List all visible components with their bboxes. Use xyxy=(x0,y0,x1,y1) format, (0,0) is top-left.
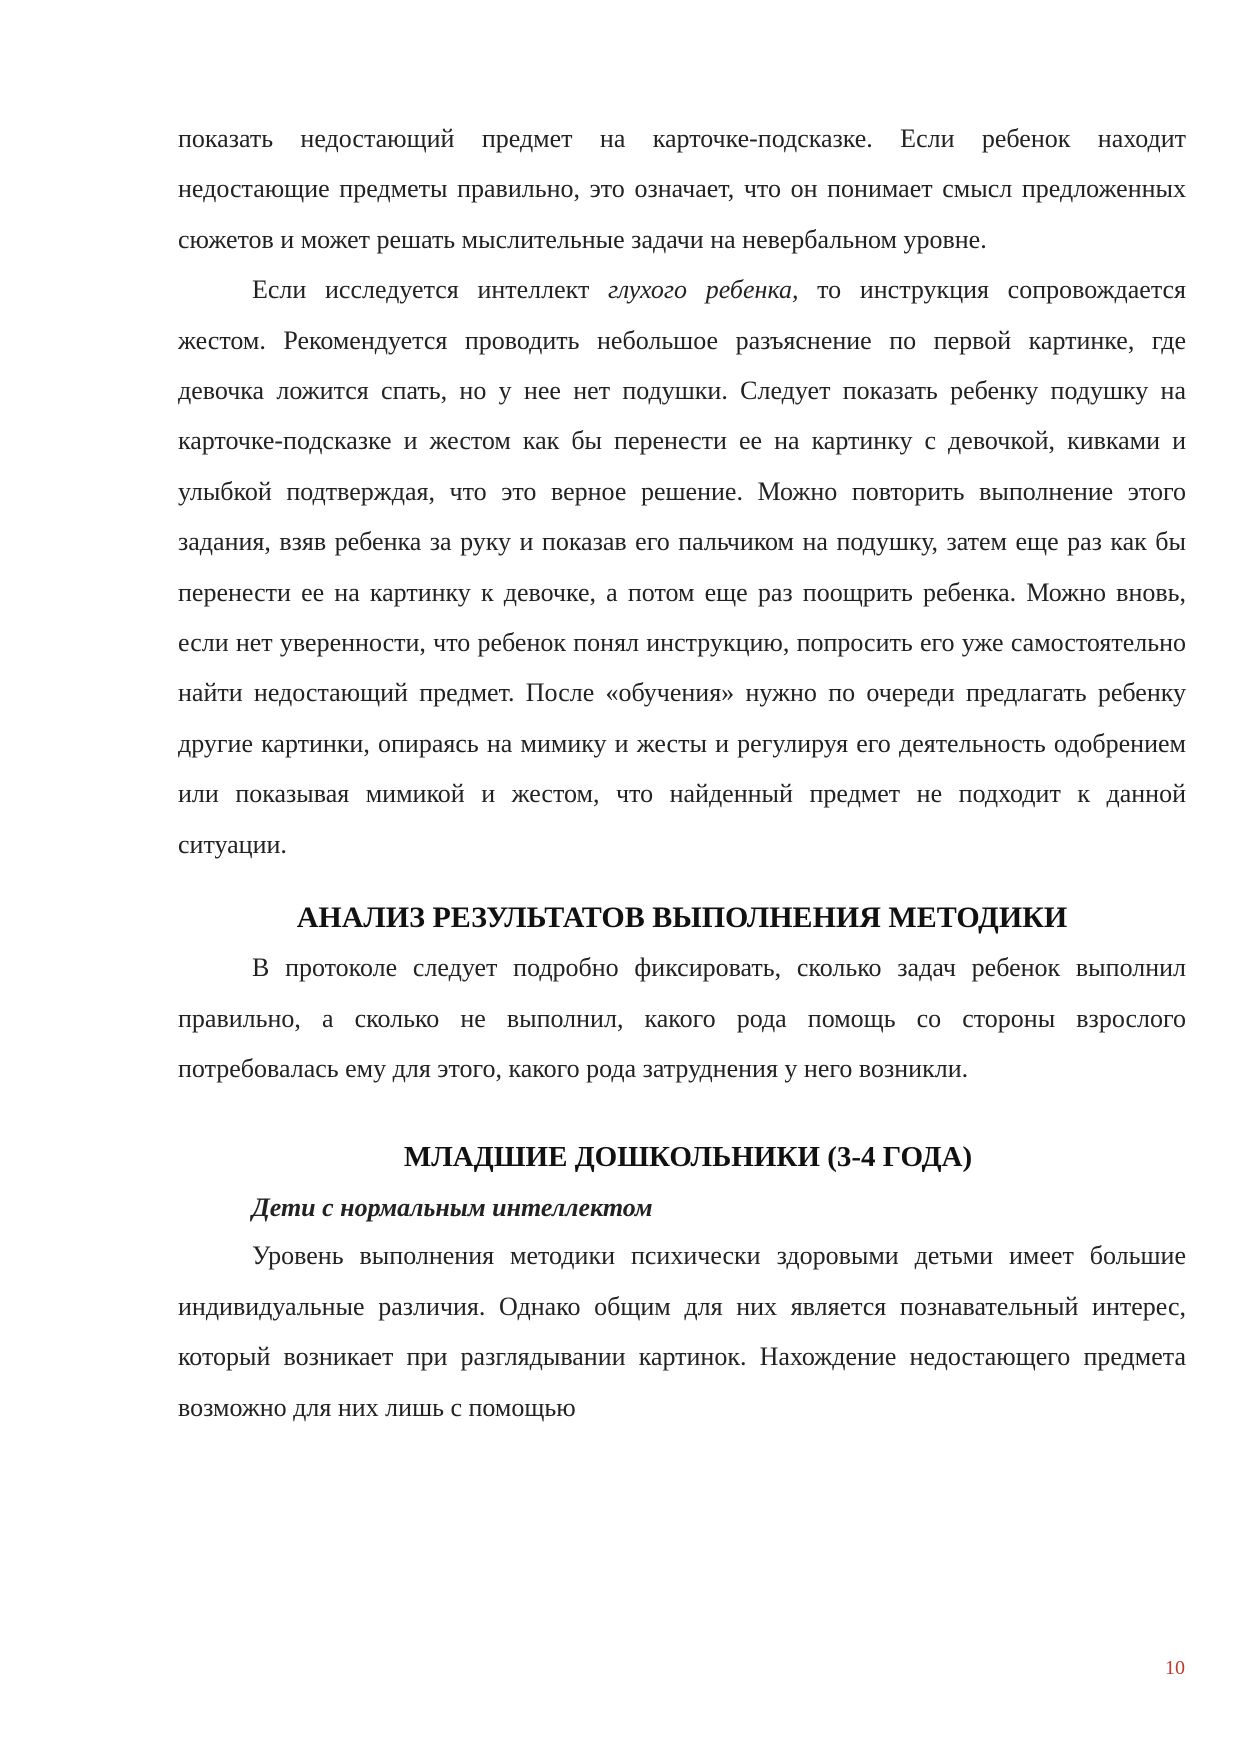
paragraph-text-rest: то инструкция сопровождается жестом. Рекомендуется проводить небольшое разъяснение по первой картинке, где девочка ложится спать, но у нее нет подушки. Следует показать ребенку подушку на карточке-подсказке и жестом как бы перенести ее на картинку с девочкой, кивками и улыбкой подтверждая, что это верное решение. Можно повторить выполнение этого задания, взяв ребенка за руку и показав его пальчиком на подушку, затем еще раз как бы перенести ее на картинку к девочке, а потом еще раз поощрить ребенка. Можно вновь, если нет уверенности, что ребенок понял инструкцию, попросить его уже самостоятельно найти недостающий предмет. После «обучения» нужно по очереди предлагать ребенку другие картинки, опираясь на мимику и жесты и регулируя его деятельность одобрением или показывая мимикой и жестом, что найденный предмет не подходит к данной ситуации. xyxy=(178,275,1187,859)
page-number: 10 xyxy=(1165,1657,1185,1679)
text-column xyxy=(178,114,1186,1433)
paragraph-protocol: В протоколе следует подробно фиксировать, сколько задач ребенок выполнил правильно, а сколько не выполнил, какого рода помощь со стороны взрослого потребовалась ему для этого, какого рода затруднения у него возникли. xyxy=(178,953,1186,1083)
paragraph-continuation: показать недостающий предмет на карточке-подсказке. Если ребенок находит недостающие предметы правильно, это означает, что он понимает смысл предложенных сюжетов и может решать мыслительные задачи на невербальном уровне. xyxy=(178,124,1186,254)
paragraph-deaf-child-instruction xyxy=(178,265,1186,870)
paragraph-performance-level: Уровень выполнения методики психически здоровыми детьми имеет большие индивидуальные различия. Однако общим для них является познавательный интерес, который возникает при разглядывании картинок. Нахождение недостающего предмета возможно для них лишь с помощью xyxy=(178,1241,1186,1422)
subheading-normal-intellect: Дети с нормальным интеллектом xyxy=(252,1193,653,1223)
paragraph-text-start: Если исследуется интеллект xyxy=(252,275,609,305)
section-heading-younger-preschoolers: МЛАДШИЕ ДОШКОЛЬНИКИ (3-4 ГОДА) xyxy=(403,1141,973,1174)
section-heading-analysis: АНАЛИЗ РЕЗУЛЬТАТОВ ВЫПОЛНЕНИЯ МЕТОДИКИ xyxy=(296,901,1068,935)
italic-phrase: глухого ребенка, xyxy=(608,275,799,305)
